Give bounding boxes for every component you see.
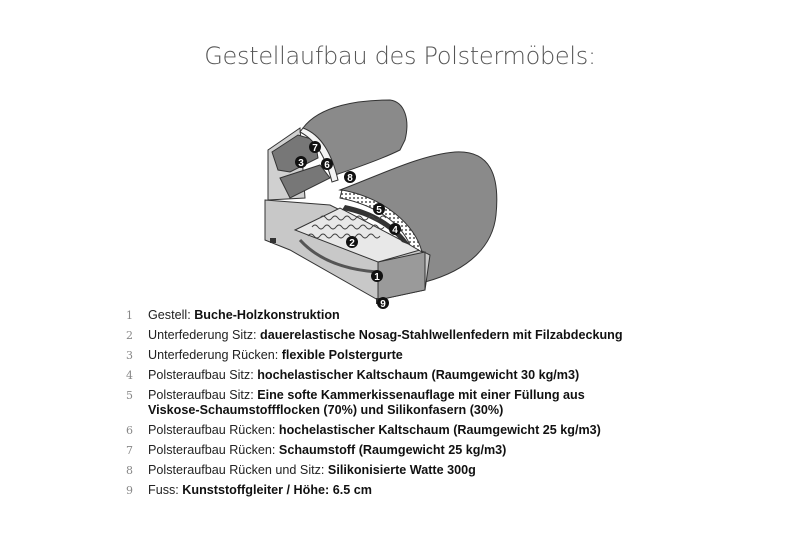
svg-text:3: 3 [298,158,304,169]
legend-number: 3 [126,349,133,362]
svg-text:1: 1 [374,272,380,283]
legend-item [126,388,626,418]
legend-list [126,308,686,503]
legend-label: Polsteraufbau Sitz: [148,388,258,402]
backrest [303,100,407,175]
legend-number: 1 [126,309,133,322]
legend-label: Unterfederung Rücken: [148,348,282,362]
legend-item [126,368,686,383]
legend-item [126,348,686,363]
legend-value: Silikonisierte Watte 300g [327,463,476,477]
legend-number: 7 [126,444,133,457]
svg-text:6: 6 [324,160,330,171]
foot-back [270,238,276,243]
legend-value: Schaumstoff (Raumgewicht 25 kg/m3) [278,443,507,457]
legend-number: 9 [126,484,133,497]
svg-text:4: 4 [392,225,398,236]
svg-text:8: 8 [347,173,353,184]
legend-label: Polsteraufbau Rücken und Sitz: [148,463,328,477]
legend-number: 4 [126,369,133,382]
legend-value: hochelastischer Kaltschaum (Raumgewicht 30 kg/m3) [257,368,580,382]
legend-item [126,423,686,438]
legend-item [126,308,686,323]
legend-label: Gestell: [148,308,195,322]
legend-item [126,483,686,498]
legend-value: hochelastischer Kaltschaum (Raumgewicht 25 kg/m3) [278,423,601,437]
legend-label: Polsteraufbau Rücken: [148,423,279,437]
badge-8 [344,171,356,184]
legend-value: dauerelastische Nosag-Stahlwellenfedern mit Filzabdeckung [260,328,623,342]
legend-value: Buche-Holzkonstruktion [194,308,340,322]
legend-number: 5 [126,389,133,402]
svg-text:2: 2 [349,238,355,249]
legend-item [126,328,686,343]
legend-label: Polsteraufbau Rücken: [148,443,279,457]
legend-number: 6 [126,424,133,437]
legend-label: Unterfederung Sitz: [148,328,261,342]
legend-number: 2 [126,329,133,342]
legend-value: flexible Polstergurte [281,348,403,362]
svg-text:7: 7 [312,143,318,154]
svg-text:9: 9 [380,299,386,310]
legend-item [126,443,686,458]
legend-value: Kunststoffgleiter / Höhe: 6.5 cm [182,483,372,497]
legend-value: Eine softe Kammerkissenauflage mit einer Füllung aus Viskose-Schaumstoffflocken (70%) und Silikonfasern (30%) [148,388,585,417]
legend-label: Fuss: [148,483,183,497]
legend-label: Polsteraufbau Sitz: [148,368,258,382]
page-title: Gestellaufbau des Polstermöbels: [204,42,596,70]
legend-number: 8 [126,464,133,477]
legend-item [126,463,686,478]
svg-text:5: 5 [376,205,382,216]
